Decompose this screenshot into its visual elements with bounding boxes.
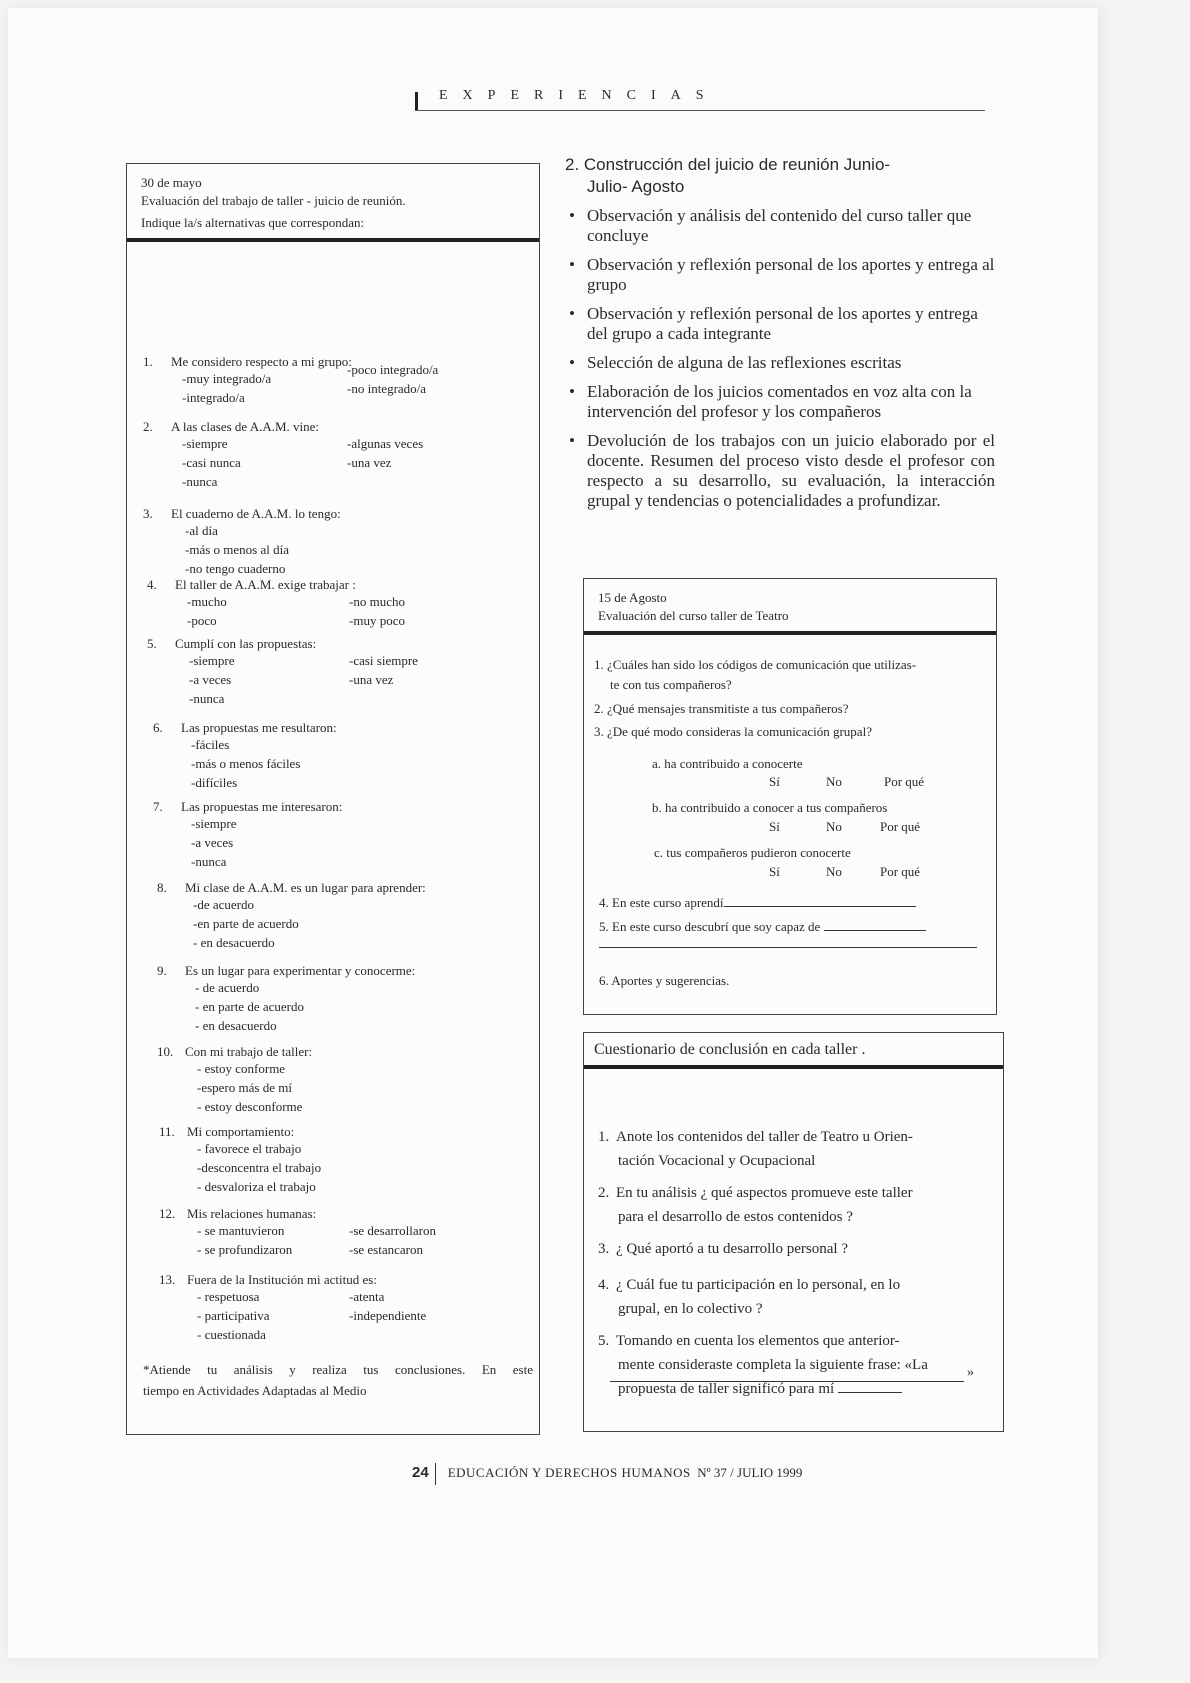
- answer-option[interactable]: -se estancaron: [349, 1242, 423, 1257]
- question-number: 8.: [157, 880, 167, 895]
- question-number: 2.: [143, 419, 153, 434]
- item-text: ¿ Cuál fue tu participación en lo personal, en lo: [616, 1277, 901, 1293]
- answer-option[interactable]: -de acuerdo: [193, 897, 254, 912]
- item-text: para el desarrollo de estos contenidos ?: [618, 1209, 853, 1225]
- answer-option[interactable]: -siempre: [189, 653, 235, 668]
- question-text: El cuaderno de A.A.M. lo tengo:: [171, 506, 341, 521]
- question-4: [599, 893, 916, 913]
- answer-option[interactable]: -algunas veces: [347, 436, 424, 451]
- section-title: EXPERIENCIAS: [439, 88, 719, 103]
- form-header: [584, 579, 996, 635]
- bullet-text: Observación y análisis del contenido del curso taller que concluye: [587, 206, 972, 245]
- answer-option[interactable]: - respetuosa: [197, 1289, 260, 1304]
- answer-option[interactable]: -se desarrollaron: [349, 1223, 436, 1238]
- heading-line-1: 2. Construcción del juicio de reunión Junio-: [565, 155, 891, 174]
- bullet-icon: •: [569, 353, 575, 372]
- answer-option[interactable]: - participativa: [197, 1308, 270, 1323]
- answer-option[interactable]: - estoy desconforme: [197, 1099, 303, 1114]
- answer-option[interactable]: -a veces: [191, 835, 234, 850]
- item-text: Anote los contenidos del taller de Teatro u Orien-: [616, 1129, 913, 1145]
- answer-option[interactable]: -una vez: [349, 672, 394, 687]
- question-number: 3.: [143, 506, 153, 521]
- footer-divider: [435, 1463, 436, 1485]
- bullet-text: Elaboración de los juicios comentados en voz alta con la intervención del profesor y los compañeros: [587, 382, 972, 421]
- form-subtitle: Evaluación del trabajo de taller - juicio de reunión.: [141, 193, 406, 208]
- answer-si: Sí: [769, 819, 780, 834]
- answer-porque: Por qué: [884, 774, 925, 789]
- answer-option[interactable]: -más o menos fáciles: [191, 756, 301, 771]
- question-number: 5.: [147, 636, 157, 651]
- answer-option[interactable]: -siempre: [182, 436, 228, 451]
- item-text: Tomando en cuenta los elementos que anterior-: [616, 1333, 900, 1349]
- item-text: ¿ Qué aportó a tu desarrollo personal ?: [616, 1241, 848, 1257]
- bullet-text: Selección de alguna de las reflexiones escritas: [587, 353, 902, 372]
- answer-option[interactable]: -integrado/a: [182, 390, 245, 405]
- question-number: 9.: [157, 963, 167, 978]
- closing-quote: »: [967, 1365, 974, 1380]
- question-number: 10.: [157, 1044, 174, 1059]
- item-number: 3.: [598, 1241, 610, 1257]
- question-number: 7.: [153, 799, 163, 814]
- evaluation-form-august: [583, 578, 997, 1015]
- question-2: 2. ¿Qué mensajes transmitiste a tus compañeros?: [594, 701, 849, 716]
- section-header: [415, 88, 985, 111]
- question-6: 6. Aportes y sugerencias.: [599, 973, 730, 988]
- item-number: 5.: [598, 1333, 610, 1349]
- form-date: 30 de mayo: [141, 175, 202, 190]
- answer-option[interactable]: -al día: [185, 523, 218, 538]
- answer-line[interactable]: [724, 894, 916, 907]
- answer-option[interactable]: -fáciles: [191, 737, 230, 752]
- answer-option[interactable]: -no mucho: [349, 594, 405, 609]
- bullet-icon: •: [569, 382, 575, 401]
- item-text: mente consideraste completa la siguiente frase: «La: [618, 1357, 928, 1373]
- question-3: 3. ¿De qué modo consideras la comunicación grupal?: [594, 724, 872, 739]
- answer-porque: Por qué: [880, 819, 921, 834]
- question-number: 11.: [159, 1124, 175, 1139]
- question-number: 4.: [147, 577, 157, 592]
- answer-option[interactable]: -casi siempre: [349, 653, 418, 668]
- answer-option[interactable]: -muy integrado/a: [182, 371, 272, 386]
- answer-option[interactable]: - en desacuerdo: [193, 935, 275, 950]
- question-1-line-1: 1. ¿Cuáles han sido los códigos de comunicación que utilizas-: [594, 657, 917, 672]
- answer-option[interactable]: -independiente: [349, 1308, 427, 1323]
- bullet-icon: •: [569, 304, 575, 323]
- bullet-text: Devolución de los trabajos con un juicio elaborado por el docente. Resumen del proceso visto desde el profesor con respecto a su desarrollo, su evaluación, la interacción grupal y tendencias o potencialidades a profundizar.: [587, 431, 995, 510]
- question-number: 6.: [153, 720, 163, 735]
- bullet-icon: •: [569, 255, 575, 274]
- bullet-item: [565, 206, 995, 246]
- journal-name: EDUCACIÓN Y DERECHOS HUMANOS: [447, 1464, 691, 1480]
- question-5-text: 5. En este curso descubrí que soy capaz de: [599, 919, 821, 934]
- bullet-icon: •: [569, 431, 575, 450]
- bullet-item: [565, 255, 995, 295]
- question-text: Es un lugar para experimentar y conocerme:: [185, 963, 416, 978]
- section-construction: [565, 154, 995, 520]
- answer-option[interactable]: - en desacuerdo: [195, 1018, 277, 1033]
- question-text: Las propuestas me interesaron:: [181, 799, 343, 814]
- question-5: [599, 917, 926, 937]
- answer-option[interactable]: -no integrado/a: [347, 381, 427, 396]
- journal-issue: Nº 37 / JULIO 1999: [697, 1464, 803, 1480]
- bullet-text: Observación y reflexión personal de los aportes y entrega del grupo a cada integrante: [587, 304, 978, 343]
- item-text: En tu análisis ¿ qué aspectos promueve este taller: [616, 1185, 913, 1201]
- item-number: 4.: [598, 1277, 610, 1293]
- form-instruction: Indique la/s alternativas que correspondan:: [141, 215, 365, 230]
- answer-option[interactable]: - cuestionada: [197, 1327, 266, 1342]
- answer-option[interactable]: - desvaloriza el trabajo: [197, 1179, 316, 1194]
- question-text: El taller de A.A.M. exige trabajar :: [175, 577, 356, 592]
- sub-question-c: c. tus compañeros pudieron conocerte: [654, 845, 851, 860]
- heading-line-2: Julio- Agosto: [587, 177, 685, 196]
- answer-no: No: [826, 864, 842, 879]
- bullet-item: [565, 382, 995, 422]
- question-number: 12.: [159, 1206, 176, 1221]
- answer-si: Sí: [769, 864, 780, 879]
- question-number: 1.: [143, 354, 153, 369]
- form-date: 15 de Agosto: [598, 590, 667, 605]
- item-number: 2.: [598, 1185, 610, 1201]
- answer-option[interactable]: -poco: [187, 613, 217, 628]
- bullet-item: [565, 353, 995, 373]
- question-text: Mi clase de A.A.M. es un lugar para aprender:: [185, 880, 426, 895]
- answer-option[interactable]: -no tengo cuaderno: [185, 561, 286, 576]
- sub-question-a: a. ha contribuido a conocerte: [652, 756, 803, 771]
- form-header: [127, 164, 539, 242]
- answer-option[interactable]: -siempre: [191, 816, 237, 831]
- question-text: Mis relaciones humanas:: [187, 1206, 317, 1221]
- question-1-line-2: te con tus compañeros?: [610, 677, 732, 692]
- answer-option[interactable]: -difíciles: [191, 775, 238, 790]
- questionnaire-title: Cuestionario de conclusión en cada taller .: [584, 1033, 1003, 1069]
- note-line-1: *Atiende tu análisis y realiza tus conclusiones. En este: [143, 1362, 533, 1377]
- sub-question-b: b. ha contribuido a conocer a tus compañeros: [652, 800, 888, 815]
- question-text: Cumplí con las propuestas:: [175, 636, 317, 651]
- item-text: grupal, en lo colectivo ?: [618, 1301, 763, 1317]
- answer-no: No: [826, 774, 842, 789]
- answer-si: Sí: [769, 774, 780, 789]
- evaluation-form-may: [126, 163, 540, 1435]
- answer-option[interactable]: -nunca: [189, 691, 225, 706]
- note-line-2: tiempo en Actividades Adaptadas al Medio: [143, 1383, 367, 1398]
- question-4-text: 4. En este curso aprendí: [599, 895, 724, 910]
- answer-line[interactable]: [610, 1381, 964, 1382]
- question-text: Con mi trabajo de taller:: [185, 1044, 313, 1059]
- question-text: A las clases de A.A.M. vine:: [171, 419, 320, 434]
- question-text: Me considero respecto a mi grupo:: [171, 354, 352, 369]
- header-bar: [415, 92, 418, 110]
- answer-option[interactable]: - en parte de acuerdo: [195, 999, 304, 1014]
- bullet-list: [565, 206, 995, 511]
- page-number: 24: [412, 1463, 429, 1481]
- answer-option[interactable]: -nunca: [191, 854, 227, 869]
- item-number: 1.: [598, 1129, 610, 1145]
- answer-option[interactable]: -en parte de acuerdo: [193, 916, 299, 931]
- item-text: tación Vocacional y Ocupacional: [618, 1153, 816, 1169]
- bullet-item: [565, 304, 995, 344]
- answer-line[interactable]: [824, 918, 926, 931]
- form-subtitle: Evaluación del curso taller de Teatro: [598, 608, 789, 623]
- bullet-item: [565, 431, 995, 511]
- answer-option[interactable]: -desconcentra el trabajo: [197, 1160, 322, 1175]
- question-number: 13.: [159, 1272, 176, 1287]
- answer-line[interactable]: [599, 947, 977, 948]
- item-text: propuesta de taller significó para mí: [618, 1377, 902, 1401]
- answer-option[interactable]: -más o menos al día: [185, 542, 289, 557]
- bullet-text: Observación y reflexión personal de los aportes y entrega al grupo: [587, 255, 995, 294]
- answer-porque: Por qué: [880, 864, 921, 879]
- page-footer: [412, 1463, 802, 1485]
- answer-option[interactable]: -una vez: [347, 455, 392, 470]
- question-text: Fuera de la Institución mi actitud es:: [187, 1272, 377, 1287]
- answer-option[interactable]: -mucho: [187, 594, 227, 609]
- question-text: Mi comportamiento:: [187, 1124, 295, 1139]
- question-1: [594, 655, 916, 695]
- answer-option[interactable]: - estoy conforme: [197, 1061, 286, 1076]
- answer-option[interactable]: - se profundizaron: [197, 1242, 293, 1257]
- answer-option[interactable]: -casi nunca: [182, 455, 241, 470]
- section-heading: [565, 154, 995, 198]
- answer-option[interactable]: -espero más de mí: [197, 1080, 292, 1095]
- answer-option[interactable]: - favorece el trabajo: [197, 1141, 302, 1156]
- conclusion-questionnaire: [583, 1032, 1004, 1432]
- answer-option[interactable]: -atenta: [349, 1289, 385, 1304]
- answer-option[interactable]: - de acuerdo: [195, 980, 260, 995]
- form-note: [143, 1359, 533, 1401]
- answer-option[interactable]: -muy poco: [349, 613, 405, 628]
- bullet-icon: •: [569, 206, 575, 225]
- answer-no: No: [826, 819, 842, 834]
- answer-option[interactable]: -a veces: [189, 672, 232, 687]
- answer-option[interactable]: -nunca: [182, 474, 218, 489]
- answer-option[interactable]: - se mantuvieron: [197, 1223, 285, 1238]
- answer-option[interactable]: -poco integrado/a: [347, 362, 439, 377]
- question-text: Las propuestas me resultaron:: [181, 720, 337, 735]
